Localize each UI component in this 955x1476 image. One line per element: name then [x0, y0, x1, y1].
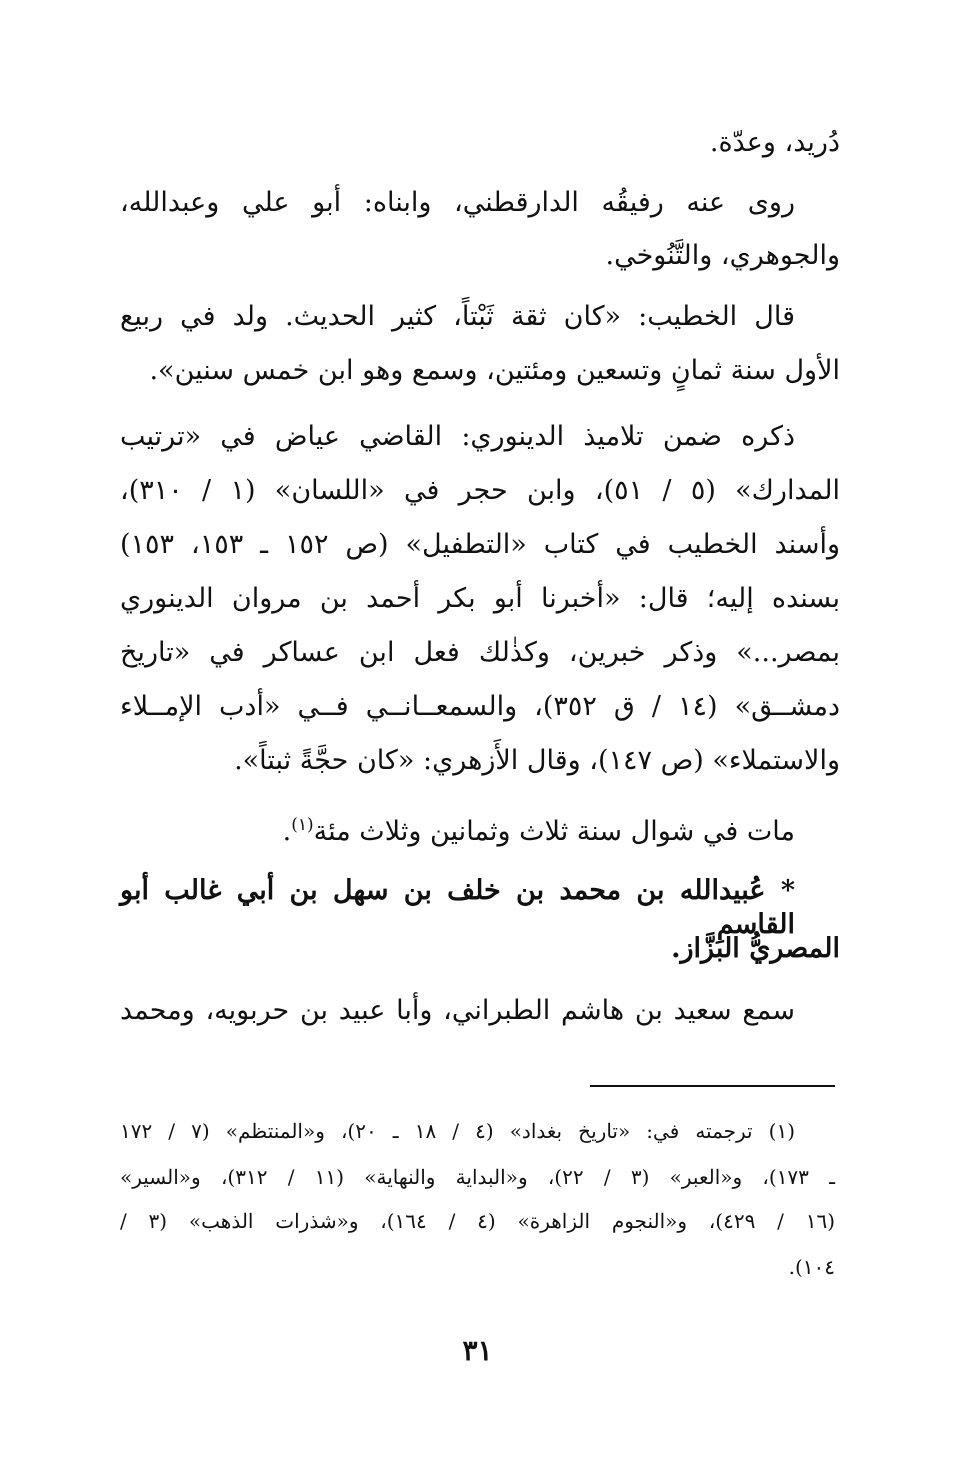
entry-heading-line-1: * عُبيدالله بن محمد بن خلف بن سهل بن أبي غالب أبو القاسم — [120, 875, 795, 940]
text-line-12: والاستملاء» (ص ١٤٧)، وقال الأَزهري: «كان حجَّةً ثبتاً». — [234, 745, 840, 776]
footnote-reference: (١) — [291, 815, 314, 835]
text-line-9: بسنده إليه؛ قال: «أخبرنا أبو بكر أحمد بن مروان الدينوري — [120, 583, 840, 614]
text-line-4: قال الخطيب: «كان ثقة ثَبْتاً، كثير الحديث. ولد في ربيع — [120, 301, 795, 332]
text-line-1: دُريد، وعدّة. — [709, 127, 840, 158]
death-line-end: . — [282, 816, 292, 847]
text-line-8: وأسند الخطيب في كتاب «التطفيل» (ص ١٥٢ ـ ١٥٣، ١٥٣) — [120, 529, 840, 560]
death-line — [120, 808, 795, 848]
text-line-2: روى عنه رفيقُه الدارقطني، وابناه: أبو علي وعبدالله، — [120, 187, 795, 218]
entry-heading-line-2: المصريُّ البَزَّاز. — [671, 933, 840, 964]
text-line-10: بمصر...» وذكر خبرين، وكذٰلك فعل ابن عساكر في «تاريخ — [120, 637, 840, 668]
death-line-text: مات في شوال سنة ثلاث وثمانين وثلاث مئة — [313, 816, 795, 847]
footnote-separator — [590, 1085, 835, 1087]
text-line-3: والجوهري، والتَّنُوخي. — [605, 240, 840, 271]
text-line-11: دمشــق» (١٤ / ق ٣٥٢)، والسمعــانــي فــي «أدب الإمــلاء — [120, 691, 841, 722]
page-number: ٣١ — [462, 1334, 493, 1367]
text-line-7: المدارك» (٥ / ٥١)، وابن حجر في «اللسان» (١ / ٣١٠)، — [120, 475, 840, 506]
text-line-6: ذكره ضمن تلاميذ الدينوري: القاضي عياض في «ترتيب — [120, 421, 795, 452]
footnote-line-3: (١٦ / ٤٢٩)، و«النجوم الزاهرة» (٤ / ١٦٤)، و«شذرات الذهب» (٣ / — [120, 1209, 836, 1233]
footnote-line-2: ـ ١٧٣)، و«العبر» (٣ / ٢٢)، و«البداية والنهاية» (١١ / ٣١٢)، و«السير» — [120, 1165, 836, 1189]
footnote-line-4: ١٠٤). — [788, 1255, 835, 1279]
footnote-line-1: (١) ترجمته في: «تاريخ بغداد» (٤ / ١٨ ـ ٢٠)، و«المنتظم» (٧ / ١٧٢ — [120, 1119, 796, 1143]
text-line-16: سمع سعيد بن هاشم الطبراني، وأبا عبيد بن حربويه، ومحمد — [120, 995, 795, 1026]
text-line-5: الأول سنة ثمانٍ وتسعين ومئتين، وسمع وهو ابن خمس سنين». — [149, 355, 840, 386]
